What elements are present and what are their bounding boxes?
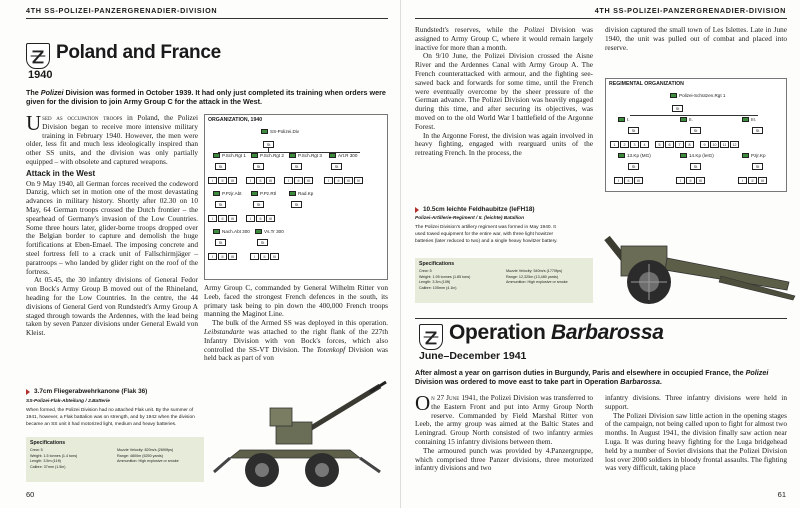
- left-column-1: Used as occupation troops in Poland, the Polizei Division began to receive more intensive military training in February 1940. However, the men were older, less fit and much less ideologically inspired than other SS units, and the division was only partially equipped – with obsolete and captured weapons. Attack in the West On 9 May 1940, all German forces received the codeword Danzig, which set in motion one of the most devastating advances in military history. Shortly after 02.30 on 10 May, 64 German troops crossed the Dutch frontier – the spearhead of Germany's invasion of the Low Countries. Some three hours later, glider-borne troops dropped over the Belgian border to capture and demolish the huge fortifications at Eben-Emael. The imposing concrete and steel fortress fell to a crack unit of Fallschirmjäger – paratroops – who landed by glider right on the roof of the fortress. At 05.45, the 30 infantry divisions of General Fedor von Bock's Army Group B moved out of the Rhineland, heading for the Low Countries. In the centre, the 44 divisions of General Gerd von Rundstedt's Army Group A staged through towards the Ardennes, with the lead being taken by seven Panzer divisions under General Ewald von Kleist.: [26, 111, 198, 338]
- howitzer-specifications: Specifications Crew: 5 Muzzle Velocity: 540m/s (1770fps) Weight: 1.95 tonnes (1.85 tons) Range: 12,325m (13,480 yards) Length: 3.3m (10ft) Ammunition: High explosive or smoke Calibre: 105mm (4.1in): [415, 258, 593, 303]
- regiment-1: P.Sch.Rgt 1: [213, 153, 246, 158]
- unit-flag-icon: [261, 129, 268, 134]
- regimental-chart-title: REGIMENTAL ORGANIZATION: [609, 81, 684, 87]
- chapter-lede: The Polizei Division was formed in October 1939. It had only just completed its training when orders were given for the division to join Army Group C for the attack in the West.: [26, 88, 386, 106]
- right-page: [400, 0, 800, 508]
- chapter-subtitle: June–December 1941: [419, 350, 527, 362]
- lefh18-howitzer-illustration: [601, 200, 797, 310]
- organization-chart: ORGANIZATION, 1940 SS-Polizei.Div St P.Sch.Rgt 1 P.Sch.Rgt 2 P.Sch.Rgt 3 Art.R 300 St St St St I II III I II III I II III I II III IV P.Pzjr.Abt P.Pz.Rtl Rad.Kp St St St I II III I II III Nach.Abt 300 Vs.Tr 300 St St I II III I II III: [204, 114, 388, 280]
- bullet-triangle-icon: [26, 389, 30, 395]
- battalion-1: I.: [618, 117, 630, 122]
- flak-gun-specifications: Specifications Crew: 5 Muzzle Velocity: 820m/s (2690fps) Weight: 1.5 tonnes (1.4 tons) Range: 4800m (5250 yards) Length: 3.5m (11ft) Ammunition: High explosive or smoke Calibre: 37mm (1.5in): [26, 437, 204, 482]
- supply-troops: Vs.Tr 300: [255, 229, 284, 234]
- dropcap: O: [415, 391, 431, 415]
- cyclist-company: Rad.Kp: [289, 191, 313, 196]
- chapter-lede: After almost a year on garrison duties in Burgundy, Paris and elsewhere in occupied France, the Polizei Division was ordered to move east to take part in Operation Barbarossa.: [415, 368, 769, 386]
- panzer-unit: P.Pz.Rtl: [251, 191, 276, 196]
- division-insignia-icon: [26, 43, 50, 69]
- battalion-2: II.: [680, 117, 693, 122]
- header-rule: [26, 18, 388, 19]
- battalion-3: III.: [742, 117, 756, 122]
- staff-box: St: [263, 141, 274, 148]
- infantry-gun-company: 14.Kp (leIG): [680, 153, 714, 158]
- page-number: 60: [26, 490, 35, 499]
- flak-gun-description: When formed, the Polizei Division had no attached Flak unit. By the summer of 1941, however, a Flak battalion was on strength, and by 1942 when the division became an SS unit it had motorized light, medium and heavy batteries.: [26, 408, 195, 428]
- left-column-2: Army Group C, commanded by General Wilhelm Ritter von Leeb, faced the strongest French defences in the south, its primary task being to pin down the 400,000 French troops manning the Maginot Line. The bulk of the Armed SS was deployed in this operation. Leibstandarte was attached to the right flank of the 227th Infantry Division with von Bock's forces, which also controlled the SS-VT Division. The Totenkopf Division was held back as part of von: [204, 283, 388, 363]
- right-column-2: division captured the small town of Les Islettes. Late in June 1940, the unit was pulled out of combat and placed into reserve.: [605, 25, 787, 52]
- howitzer-description: The Polizei Division's artillery regiment was formed in May 1940. It used towed equipment for the entire war, with three light howitzer batteries (later reduced to two) and a single heavy howitzer battery.: [415, 225, 558, 245]
- section-rule: [415, 318, 787, 319]
- division-insignia-icon: [419, 324, 443, 350]
- regimental-organization-chart: REGIMENTAL ORGANIZATION Polizei-Schützen.Rgt 1 St I. II. III. St St St 1 2 3 4 5 6 7 8 9 10 11 12 13.Kp (MG) 14.Kp (leIG) Pzjr.Kp St St St I II III I II III I II III: [605, 78, 787, 192]
- anti-tank-company: Pzjr.Kp: [742, 153, 766, 158]
- division-unit: SS-Polizei.Div: [261, 129, 299, 134]
- header-rule: [415, 18, 787, 19]
- regiment-unit: Polizei-Schützen.Rgt 1: [670, 93, 725, 98]
- barbarossa-column-1: On 27 June 1941, the Polizei Division was transferred to the Eastern Front and put into Army Group North reserve. Commanded by Field Marshal Ritter von Leeb, the army group was aimed at the Baltic States and Leningrad. Group North consisted of two infantry armies containing 15 infantry divisions between them. The armoured punch was provided by 4.Panzergruppe, which comprised three Panzer divisions, three motorized infantry divisions and two: [415, 391, 593, 473]
- howitzer-caption-title: 10.5cm leichte Feldhaubitze (leFH18): [415, 206, 535, 213]
- mg-company: 13.Kp (MG): [618, 153, 651, 158]
- battalion-row: I II III: [208, 177, 238, 184]
- howitzer-unit: Polizei-Artillerie-Regiment / II. (leichte) Batallion: [415, 216, 525, 221]
- chapter-title: Poland and France: [56, 42, 221, 63]
- regiment-3: P.Sch.Rgt 3: [289, 153, 322, 158]
- flak-gun-caption-title: 3.7cm Fliegerabwehrkanone (Flak 36): [26, 388, 147, 395]
- section-heading: Attack in the West: [26, 168, 96, 178]
- page-number: 61: [777, 490, 786, 499]
- dropcap: U: [26, 111, 42, 135]
- running-head: 4TH SS-POLIZEI-PANZERGRENADIER-DIVISION: [594, 6, 786, 15]
- flak-36-gun-illustration: [210, 378, 390, 496]
- regiment-2: P.Sch.Rgt 2: [251, 153, 284, 158]
- barbarossa-column-2: infantry divisions. Three infantry divisions were held in support. The Polizei Division saw little action in the opening stages of the campaign, not being called upon to fight for almost two months. In August 1941, the division finally saw action near Luga. It was during heavy fighting for the Luga bridgehead held by a number of Soviet divisions that the Polizei Division lost over 2000 soldiers in bloody frontal assaults. The fighting was very difficult, taking place: [605, 393, 787, 473]
- company-row: 1 2 3 4 5 6 7 8 9 10 11 12: [610, 141, 740, 148]
- artillery-regiment: Art.R 300: [329, 153, 357, 158]
- organization-chart-title: ORGANIZATION, 1940: [208, 117, 263, 123]
- flak-gun-unit: SS-Polizei-Flak-Abteilung / 2.Batterie: [26, 399, 110, 404]
- signals-battalion: Nach.Abt 300: [213, 229, 250, 234]
- anti-tank-battalion: P.Pzjr.Abt: [213, 191, 242, 196]
- right-column-1: Rundstedt's reserves, while the Polizei Division was assigned to Army Group C, where it would remain largely inactive for more than a month. On 9/10 June, the Polizei Division crossed the Aisne River and the Ardennes Canal with Army Group A. The French counterattacked with armour, and the fighting see-sawed back and forwards for some time, until the French were eventually overcome by the sheer pressure of the German advance. The Polizei Division was heavily engaged during this time, and after securing its objectives, was moved on to the old World War I battlefield of the Argonne Forest. In the Argonne Forest, the division was again involved in heavy fighting, engaged with rearguard units of the retreating French. In the process, the: [415, 25, 593, 158]
- chapter-subtitle: 1940: [28, 69, 53, 81]
- running-head: 4TH SS-POLIZEI-PANZERGRENADIER-DIVISION: [26, 6, 218, 15]
- bullet-triangle-icon: [415, 207, 419, 213]
- chapter-title: Operation Barbarossa: [449, 321, 664, 344]
